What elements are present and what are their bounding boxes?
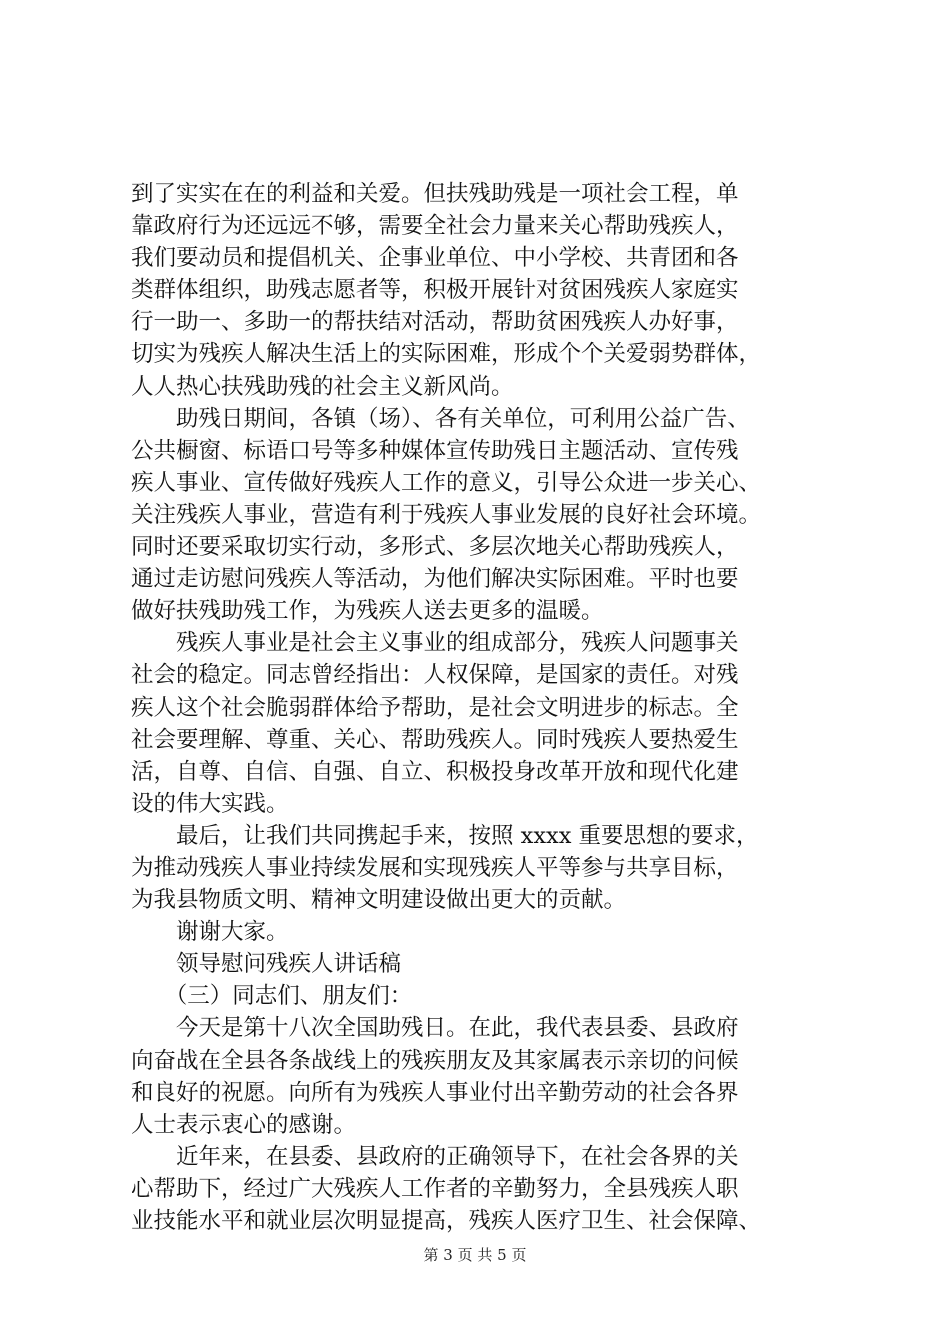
text-line: 社会要理解、尊重、关心、帮助残疾人。同时残疾人要热爱生 [131, 726, 739, 753]
text-line: （三）同志们、朋友们： [131, 983, 413, 1010]
text-line: 领导慰问残疾人讲话稿 [131, 951, 402, 978]
text-line: 今天是第十八次全国助残日。在此，我代表县委、县政府 [131, 1015, 739, 1042]
text-line: 类群体组织，助残志愿者等，积极开展针对贫困残疾人家庭实 [131, 277, 739, 304]
document-body [131, 178, 856, 1237]
text-line: 靠政府行为还远远不够，需要全社会力量来关心帮助残疾人， [131, 213, 739, 240]
text-line: 人士表示衷心的感谢。 [131, 1111, 357, 1138]
text-line: 我们要动员和提倡机关、企事业单位、中小学校、共青团和各 [131, 245, 739, 272]
text-line: 疾人这个社会脆弱群体给予帮助，是社会文明进步的标志。全 [131, 694, 739, 721]
text-line: 到了实实在在的利益和关爱。但扶残助残是一项社会工程，单 [131, 181, 739, 207]
text-line: 设的伟大实践。 [131, 790, 289, 817]
text-line: 近年来，在县委、县政府的正确领导下，在社会各界的关 [131, 1143, 739, 1170]
page-number-footer: 第 3 页 共 5 页 [423, 1246, 527, 1264]
text-line: 和良好的祝愿。向所有为残疾人事业付出辛勤劳动的社会各界 [131, 1079, 739, 1106]
text-line: 疾人事业、宣传做好残疾人工作的意义，引导公众进一步关心、 [131, 469, 762, 496]
text-line: 谢谢大家。 [131, 919, 289, 946]
text-line: 做好扶残助残工作，为残疾人送去更多的温暖。 [131, 598, 604, 625]
text-line: 心帮助下，经过广大残疾人工作者的辛勤努力，全县残疾人职 [131, 1175, 739, 1202]
text-line: 通过走访慰问残疾人等活动，为他们解决实际困难。平时也要 [131, 566, 739, 593]
text-line: 为推动残疾人事业持续发展和实现残疾人平等参与共享目标， [131, 854, 739, 881]
text-line: 公共橱窗、标语口号等多种媒体宣传助残日主题活动、宣传残 [131, 437, 739, 464]
text-line: 残疾人事业是社会主义事业的组成部分，残疾人问题事关 [131, 630, 739, 657]
text-line: 业技能水平和就业层次明显提高，残疾人医疗卫生、社会保障、 [131, 1208, 762, 1234]
text-line: 人人热心扶残助残的社会主义新风尚。 [131, 373, 514, 400]
text-line: 社会的稳定。同志曾经指出：人权保障，是国家的责任。对残 [131, 662, 739, 689]
text-line: 活，自尊、自信、自强、自立、积极投身改革开放和现代化建 [131, 758, 739, 785]
text-line: 行一助一、多助一的帮扶结对活动，帮助贫困残疾人办好事， [131, 309, 739, 336]
text-line: 为我县物质文明、精神文明建设做出更大的贡献。 [131, 887, 627, 914]
text-line: 同时还要采取切实行动，多形式、多层次地关心帮助残疾人， [131, 534, 739, 561]
text-line: 助残日期间，各镇（场）、各有关单位，可利用公益广告、 [131, 405, 750, 432]
text-line: 关注残疾人事业，营造有利于残疾人事业发展的良好社会环境。 [131, 501, 762, 528]
text-line: 切实为残疾人解决生活上的实际困难，形成个个关爱弱势群体， [131, 341, 762, 368]
text-line: 最后，让我们共同携起手来，按照 xxxx 重要思想的要求， [131, 822, 759, 849]
text-line: 向奋战在全县各条战线上的残疾朋友及其家属表示亲切的问候 [131, 1047, 739, 1074]
